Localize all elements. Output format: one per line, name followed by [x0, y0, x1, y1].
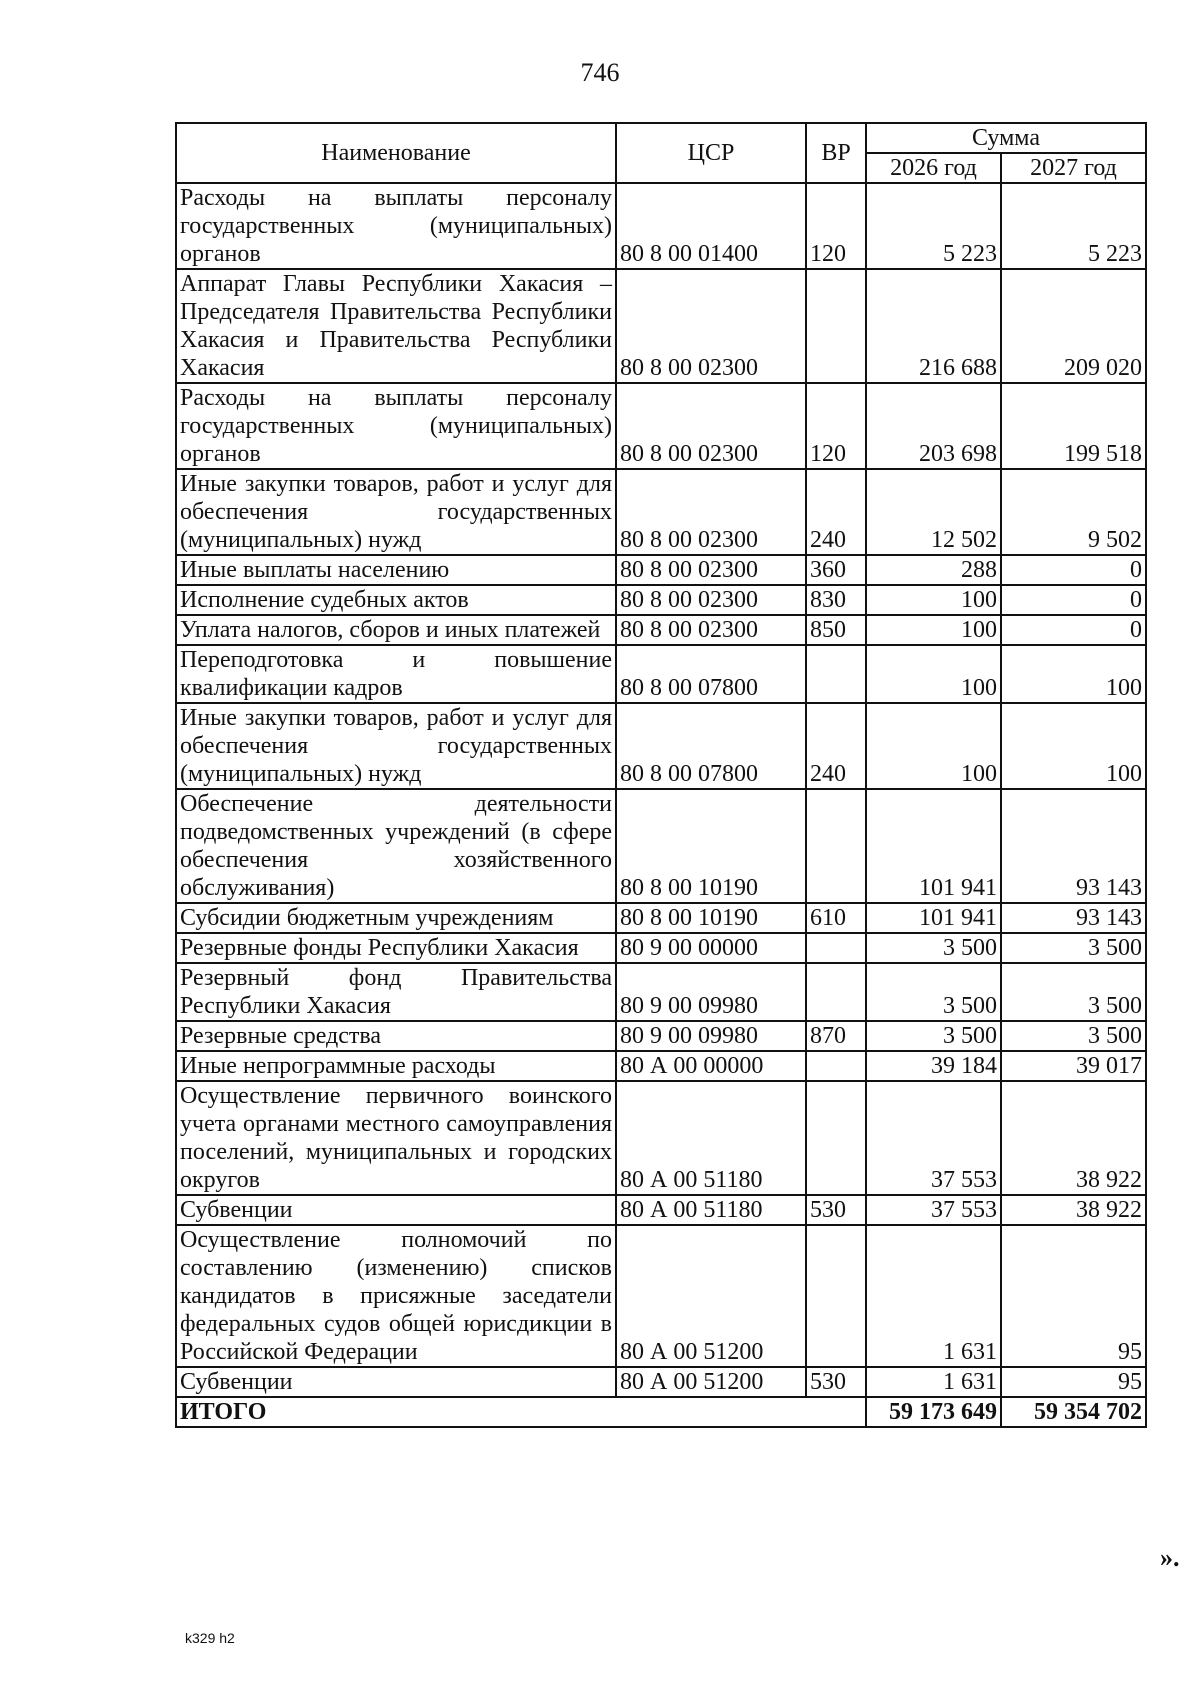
row-csr: 80 А 00 51200: [616, 1225, 806, 1367]
row-sum-2026: 100: [866, 645, 1001, 703]
header-csr: ЦСР: [616, 123, 806, 183]
header-sum: Сумма: [866, 123, 1146, 153]
row-name: Субсидии бюджетным учреждениям: [176, 903, 616, 933]
row-vr: [806, 269, 866, 383]
total-sum-2027: 59 354 702: [1001, 1397, 1146, 1427]
table-row: [176, 789, 1146, 903]
table-row: [176, 269, 1146, 383]
row-sum-2027: 9 502: [1001, 469, 1146, 555]
table-body: [176, 183, 1146, 1427]
row-csr: 80 8 00 02300: [616, 469, 806, 555]
row-vr: [806, 963, 866, 1021]
budget-table: [175, 122, 1147, 1428]
row-csr: 80 А 00 51180: [616, 1195, 806, 1225]
row-vr: 240: [806, 469, 866, 555]
row-sum-2026: 5 223: [866, 183, 1001, 269]
row-sum-2027: 0: [1001, 615, 1146, 645]
row-sum-2027: 5 223: [1001, 183, 1146, 269]
row-sum-2027: 0: [1001, 555, 1146, 585]
table-row: [176, 1021, 1146, 1051]
total-sum-2026: 59 173 649: [866, 1397, 1001, 1427]
row-vr: [806, 1081, 866, 1195]
table-row: [176, 703, 1146, 789]
row-vr: 240: [806, 703, 866, 789]
row-name: Аппарат Главы Республики Хакасия – Председателя Правительства Республики Хакасия и Правительства Республики Хакасия: [176, 269, 616, 383]
row-name: Резервные фонды Республики Хакасия: [176, 933, 616, 963]
row-sum-2027: 3 500: [1001, 1021, 1146, 1051]
row-sum-2026: 216 688: [866, 269, 1001, 383]
row-vr: [806, 789, 866, 903]
row-csr: 80 8 00 02300: [616, 383, 806, 469]
table-row: [176, 585, 1146, 615]
table-row: [176, 383, 1146, 469]
row-sum-2026: 203 698: [866, 383, 1001, 469]
row-sum-2026: 37 553: [866, 1081, 1001, 1195]
row-name: Осуществление первичного воинского учета органами местного самоуправления поселений, муниципальных и городских округов: [176, 1081, 616, 1195]
table-row: [176, 933, 1146, 963]
row-sum-2027: 95: [1001, 1367, 1146, 1397]
table-row: [176, 1367, 1146, 1397]
row-sum-2027: 209 020: [1001, 269, 1146, 383]
row-sum-2027: 95: [1001, 1225, 1146, 1367]
table-row: [176, 1225, 1146, 1367]
row-csr: 80 8 00 02300: [616, 555, 806, 585]
row-sum-2027: 100: [1001, 703, 1146, 789]
row-csr: 80 8 00 01400: [616, 183, 806, 269]
row-sum-2026: 3 500: [866, 1021, 1001, 1051]
row-sum-2026: 100: [866, 703, 1001, 789]
row-sum-2026: 1 631: [866, 1367, 1001, 1397]
table-row: [176, 1195, 1146, 1225]
row-name: Резервные средства: [176, 1021, 616, 1051]
row-sum-2026: 288: [866, 555, 1001, 585]
row-vr: [806, 1225, 866, 1367]
footer-code: k329 h2: [185, 1630, 235, 1646]
row-csr: 80 А 00 51200: [616, 1367, 806, 1397]
row-name: Иные выплаты населению: [176, 555, 616, 585]
row-sum-2027: 100: [1001, 645, 1146, 703]
row-vr: [806, 645, 866, 703]
header-year-2027: 2027 год: [1001, 153, 1146, 183]
row-csr: 80 8 00 02300: [616, 585, 806, 615]
row-name: Резервный фонд Правительства Республики Хакасия: [176, 963, 616, 1021]
row-sum-2027: 93 143: [1001, 789, 1146, 903]
table-row: [176, 645, 1146, 703]
table-row: [176, 1081, 1146, 1195]
table-row: [176, 615, 1146, 645]
row-name: Исполнение судебных актов: [176, 585, 616, 615]
row-sum-2027: 38 922: [1001, 1081, 1146, 1195]
row-sum-2027: 93 143: [1001, 903, 1146, 933]
row-name: Субвенции: [176, 1195, 616, 1225]
row-csr: 80 9 00 09980: [616, 963, 806, 1021]
row-sum-2026: 100: [866, 615, 1001, 645]
row-sum-2026: 12 502: [866, 469, 1001, 555]
row-name: Иные закупки товаров, работ и услуг для обеспечения государственных (муниципальных) нужд: [176, 703, 616, 789]
row-csr: 80 А 00 51180: [616, 1081, 806, 1195]
row-sum-2027: 39 017: [1001, 1051, 1146, 1081]
row-name: Расходы на выплаты персоналу государственных (муниципальных) органов: [176, 183, 616, 269]
row-name: Переподготовка и повышение квалификации кадров: [176, 645, 616, 703]
table-row: [176, 903, 1146, 933]
row-sum-2027: 38 922: [1001, 1195, 1146, 1225]
row-vr: [806, 933, 866, 963]
row-sum-2026: 100: [866, 585, 1001, 615]
row-sum-2026: 39 184: [866, 1051, 1001, 1081]
row-vr: 530: [806, 1367, 866, 1397]
row-name: Уплата налогов, сборов и иных платежей: [176, 615, 616, 645]
row-vr: 830: [806, 585, 866, 615]
row-csr: 80 9 00 00000: [616, 933, 806, 963]
row-sum-2026: 101 941: [866, 903, 1001, 933]
total-row: [176, 1397, 1146, 1427]
row-name: Осуществление полномочий по составлению (изменению) списков кандидатов в присяжные заседатели федеральных судов общей юрисдикции в Российской Федерации: [176, 1225, 616, 1367]
row-name: Субвенции: [176, 1367, 616, 1397]
row-name: Иные закупки товаров, работ и услуг для обеспечения государственных (муниципальных) нужд: [176, 469, 616, 555]
row-vr: 850: [806, 615, 866, 645]
table-row: [176, 963, 1146, 1021]
row-vr: 870: [806, 1021, 866, 1051]
header-name: Наименование: [176, 123, 616, 183]
table-row: [176, 555, 1146, 585]
closing-quote: ».: [1160, 1543, 1180, 1572]
total-label: ИТОГО: [176, 1397, 866, 1427]
row-sum-2026: 1 631: [866, 1225, 1001, 1367]
row-sum-2027: 199 518: [1001, 383, 1146, 469]
row-vr: 610: [806, 903, 866, 933]
row-name: Расходы на выплаты персоналу государственных (муниципальных) органов: [176, 383, 616, 469]
row-csr: 80 8 00 02300: [616, 615, 806, 645]
header-year-2026: 2026 год: [866, 153, 1001, 183]
row-vr: [806, 1051, 866, 1081]
header-vr: ВР: [806, 123, 866, 183]
table-row: [176, 469, 1146, 555]
row-sum-2027: 0: [1001, 585, 1146, 615]
row-sum-2026: 3 500: [866, 963, 1001, 1021]
row-name: Обеспечение деятельности подведомственных учреждений (в сфере обеспечения хозяйственного обслуживания): [176, 789, 616, 903]
row-vr: 120: [806, 183, 866, 269]
row-sum-2027: 3 500: [1001, 933, 1146, 963]
row-vr: 120: [806, 383, 866, 469]
row-csr: 80 8 00 02300: [616, 269, 806, 383]
row-csr: 80 8 00 10190: [616, 903, 806, 933]
row-csr: 80 8 00 07800: [616, 703, 806, 789]
row-csr: 80 8 00 07800: [616, 645, 806, 703]
row-sum-2026: 3 500: [866, 933, 1001, 963]
table-row: [176, 1051, 1146, 1081]
row-name: Иные непрограммные расходы: [176, 1051, 616, 1081]
row-csr: 80 9 00 09980: [616, 1021, 806, 1051]
row-sum-2026: 101 941: [866, 789, 1001, 903]
row-sum-2026: 37 553: [866, 1195, 1001, 1225]
row-sum-2027: 3 500: [1001, 963, 1146, 1021]
row-vr: 360: [806, 555, 866, 585]
table-row: [176, 183, 1146, 269]
page-number: 746: [580, 58, 620, 87]
row-csr: 80 8 00 10190: [616, 789, 806, 903]
table-header: [176, 123, 1146, 183]
row-vr: 530: [806, 1195, 866, 1225]
row-csr: 80 А 00 00000: [616, 1051, 806, 1081]
